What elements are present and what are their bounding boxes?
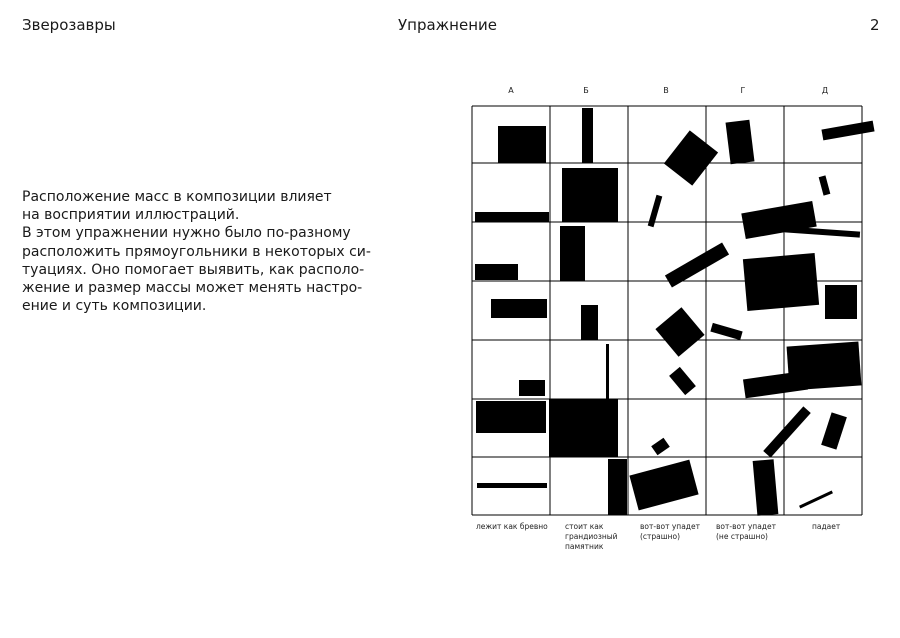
description-line: Расположение масс в композиции влияет (22, 189, 332, 205)
black-mass-rectangle (476, 401, 546, 433)
caption-line: грандиозный (565, 532, 618, 541)
black-mass-rectangle (785, 226, 860, 237)
black-mass-rectangle (477, 483, 547, 488)
description-line: на восприятии иллюстраций. (22, 207, 240, 224)
black-mass-rectangle (787, 342, 862, 391)
black-mass-rectangle (726, 120, 755, 165)
black-mass-rectangle (710, 323, 742, 340)
black-mass-rectangle (562, 168, 618, 222)
black-mass-rectangle (655, 307, 704, 356)
black-mass-rectangle (582, 108, 593, 163)
header-left-title: Зверозавры (22, 16, 116, 34)
black-mass-rectangle (629, 460, 698, 511)
black-mass-rectangle (821, 121, 874, 141)
black-mass-rectangle (753, 459, 779, 516)
black-mass-rectangle (821, 412, 847, 449)
column-header-d: Д (821, 86, 829, 95)
black-mass-rectangle (743, 253, 819, 311)
black-mass-rectangle (669, 367, 696, 395)
column-header-b: Б (583, 86, 589, 95)
black-mass-rectangle (549, 399, 618, 457)
caption-column-v (640, 522, 700, 542)
caption-line: вот-вот упадет (716, 522, 776, 531)
caption-column-d (812, 522, 840, 532)
caption-line: падает (812, 522, 841, 531)
column-header-a: А (508, 86, 514, 95)
column-header-v: В (663, 86, 669, 95)
black-mass-rectangle (664, 130, 718, 185)
black-mass-rectangle (825, 285, 857, 319)
black-mass-rectangle (799, 491, 833, 509)
black-mass-rectangle (763, 406, 811, 457)
black-mass-rectangle (581, 305, 598, 340)
black-mass-rectangle (519, 380, 545, 396)
black-mass-rectangle (606, 344, 609, 399)
black-mass-rectangle (475, 264, 518, 280)
black-mass-rectangle (560, 226, 585, 281)
caption-column-g (716, 522, 776, 542)
black-mass-rectangle (491, 299, 547, 318)
description-line: ение и суть композиции. (22, 298, 207, 315)
black-mass-rectangle (475, 212, 549, 222)
black-mass-rectangle (498, 126, 546, 163)
black-mass-rectangle (819, 175, 831, 195)
caption-line: вот-вот упадет (640, 522, 700, 531)
caption-column-b (565, 522, 618, 552)
description-line: расположить прямоугольники в некоторых си- (22, 243, 371, 260)
caption-column-a (476, 522, 548, 532)
black-mass-rectangle (651, 438, 670, 456)
description-line: туациях. Оно помогает выявить, как располо- (22, 261, 365, 278)
caption-line: памятник (565, 542, 604, 551)
caption-line: (страшно) (640, 532, 681, 541)
caption-line: стоит как (565, 522, 604, 531)
column-header-g: Г (740, 86, 746, 95)
black-mass-rectangle (608, 459, 627, 515)
page-number: 2 (870, 16, 880, 34)
caption-line: лежит как бревно (476, 522, 548, 531)
description-line: жение и размер массы может менять настро- (22, 280, 363, 297)
header-section-title: Упражнение (398, 16, 497, 34)
description-line: В этом упражнении нужно было по-разному (22, 225, 351, 242)
caption-line: (не страшно) (716, 532, 768, 541)
